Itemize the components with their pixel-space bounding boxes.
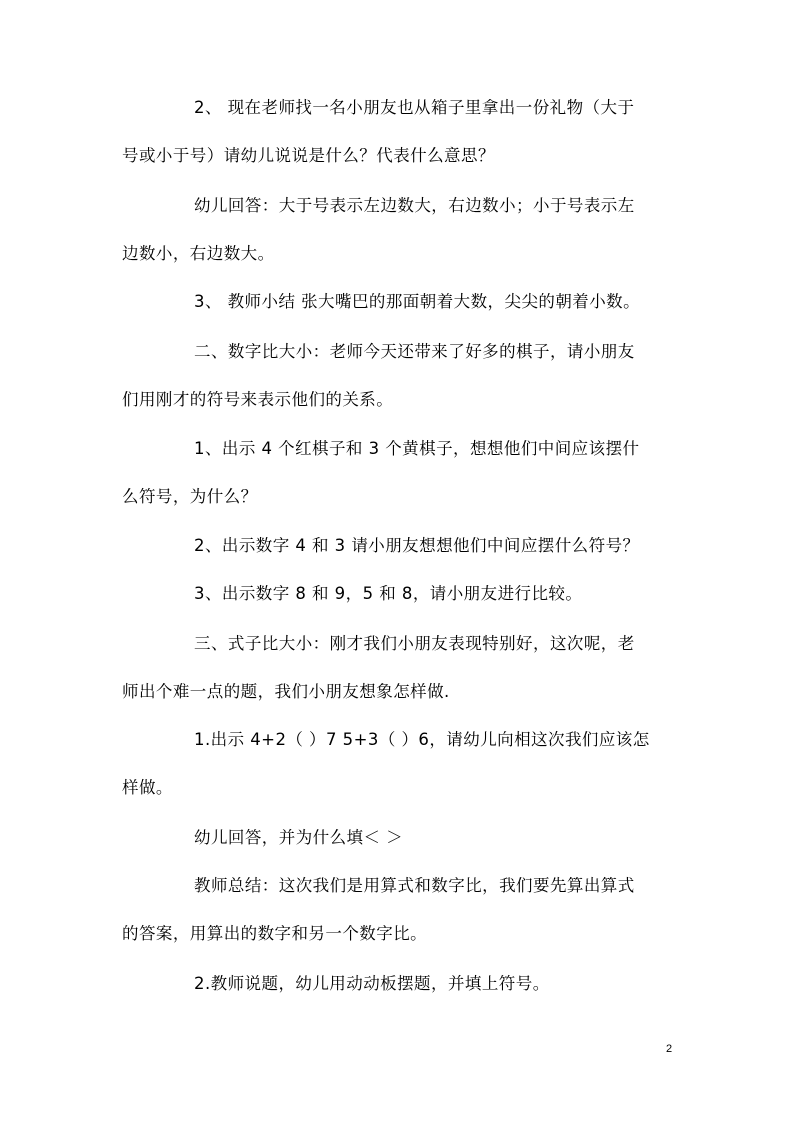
paragraph-line: 2、出示数字 4 和 3 请小朋友想想他们中间应摆什么符号？ — [194, 536, 640, 555]
paragraph-line: 三、式子比大小：刚才我们小朋友表现特别好，这次呢，老 — [194, 634, 635, 653]
paragraph-line: 师出个难一点的题，我们小朋友想象怎样做. — [122, 682, 450, 701]
paragraph-line: 样做。 — [122, 778, 173, 797]
paragraph-line: 2.教师说题，幼儿用动动板摆题，并填上符号。 — [194, 974, 550, 993]
paragraph-line: 幼儿回答，并为什么填＜ ＞ — [194, 828, 404, 847]
paragraph-line: 二、数字比大小：老师今天还带来了好多的棋子，请小朋友 — [194, 342, 635, 361]
paragraph-line: 教师总结：这次我们是用算式和数字比，我们要先算出算式 — [194, 876, 635, 895]
paragraph-line: 3、出示数字 8 和 9，5 和 8，请小朋友进行比较。 — [194, 584, 583, 603]
page-number: 2 — [666, 1043, 673, 1055]
paragraph-line: 们用刚才的符号来表示他们的关系。 — [122, 390, 394, 409]
paragraph-line: 1、出示 4 个红棋子和 3 个黄棋子，想想他们中间应该摆什 — [194, 439, 640, 458]
paragraph-line: 的答案，用算出的数字和另一个数字比。 — [122, 924, 428, 943]
paragraph-line: 3、 教师小结 张大嘴巴的那面朝着大数，尖尖的朝着小数。 — [194, 292, 641, 311]
paragraph-line: 么符号，为什么？ — [122, 487, 258, 506]
paragraph-line: 幼儿回答：大于号表示左边数大，右边数小；小于号表示左 — [194, 196, 635, 215]
paragraph-line: 边数小，右边数大。 — [122, 244, 275, 263]
paragraph-line: 2、 现在老师找一名小朋友也从箱子里拿出一份礼物（大于 — [194, 98, 635, 117]
paragraph-line: 1.出示 4+2（ ）7 5+3（ ）6，请幼儿向相这次我们应该怎 — [194, 730, 650, 749]
paragraph-line: 号或小于号）请幼儿说说是什么？代表什么意思？ — [122, 146, 495, 165]
